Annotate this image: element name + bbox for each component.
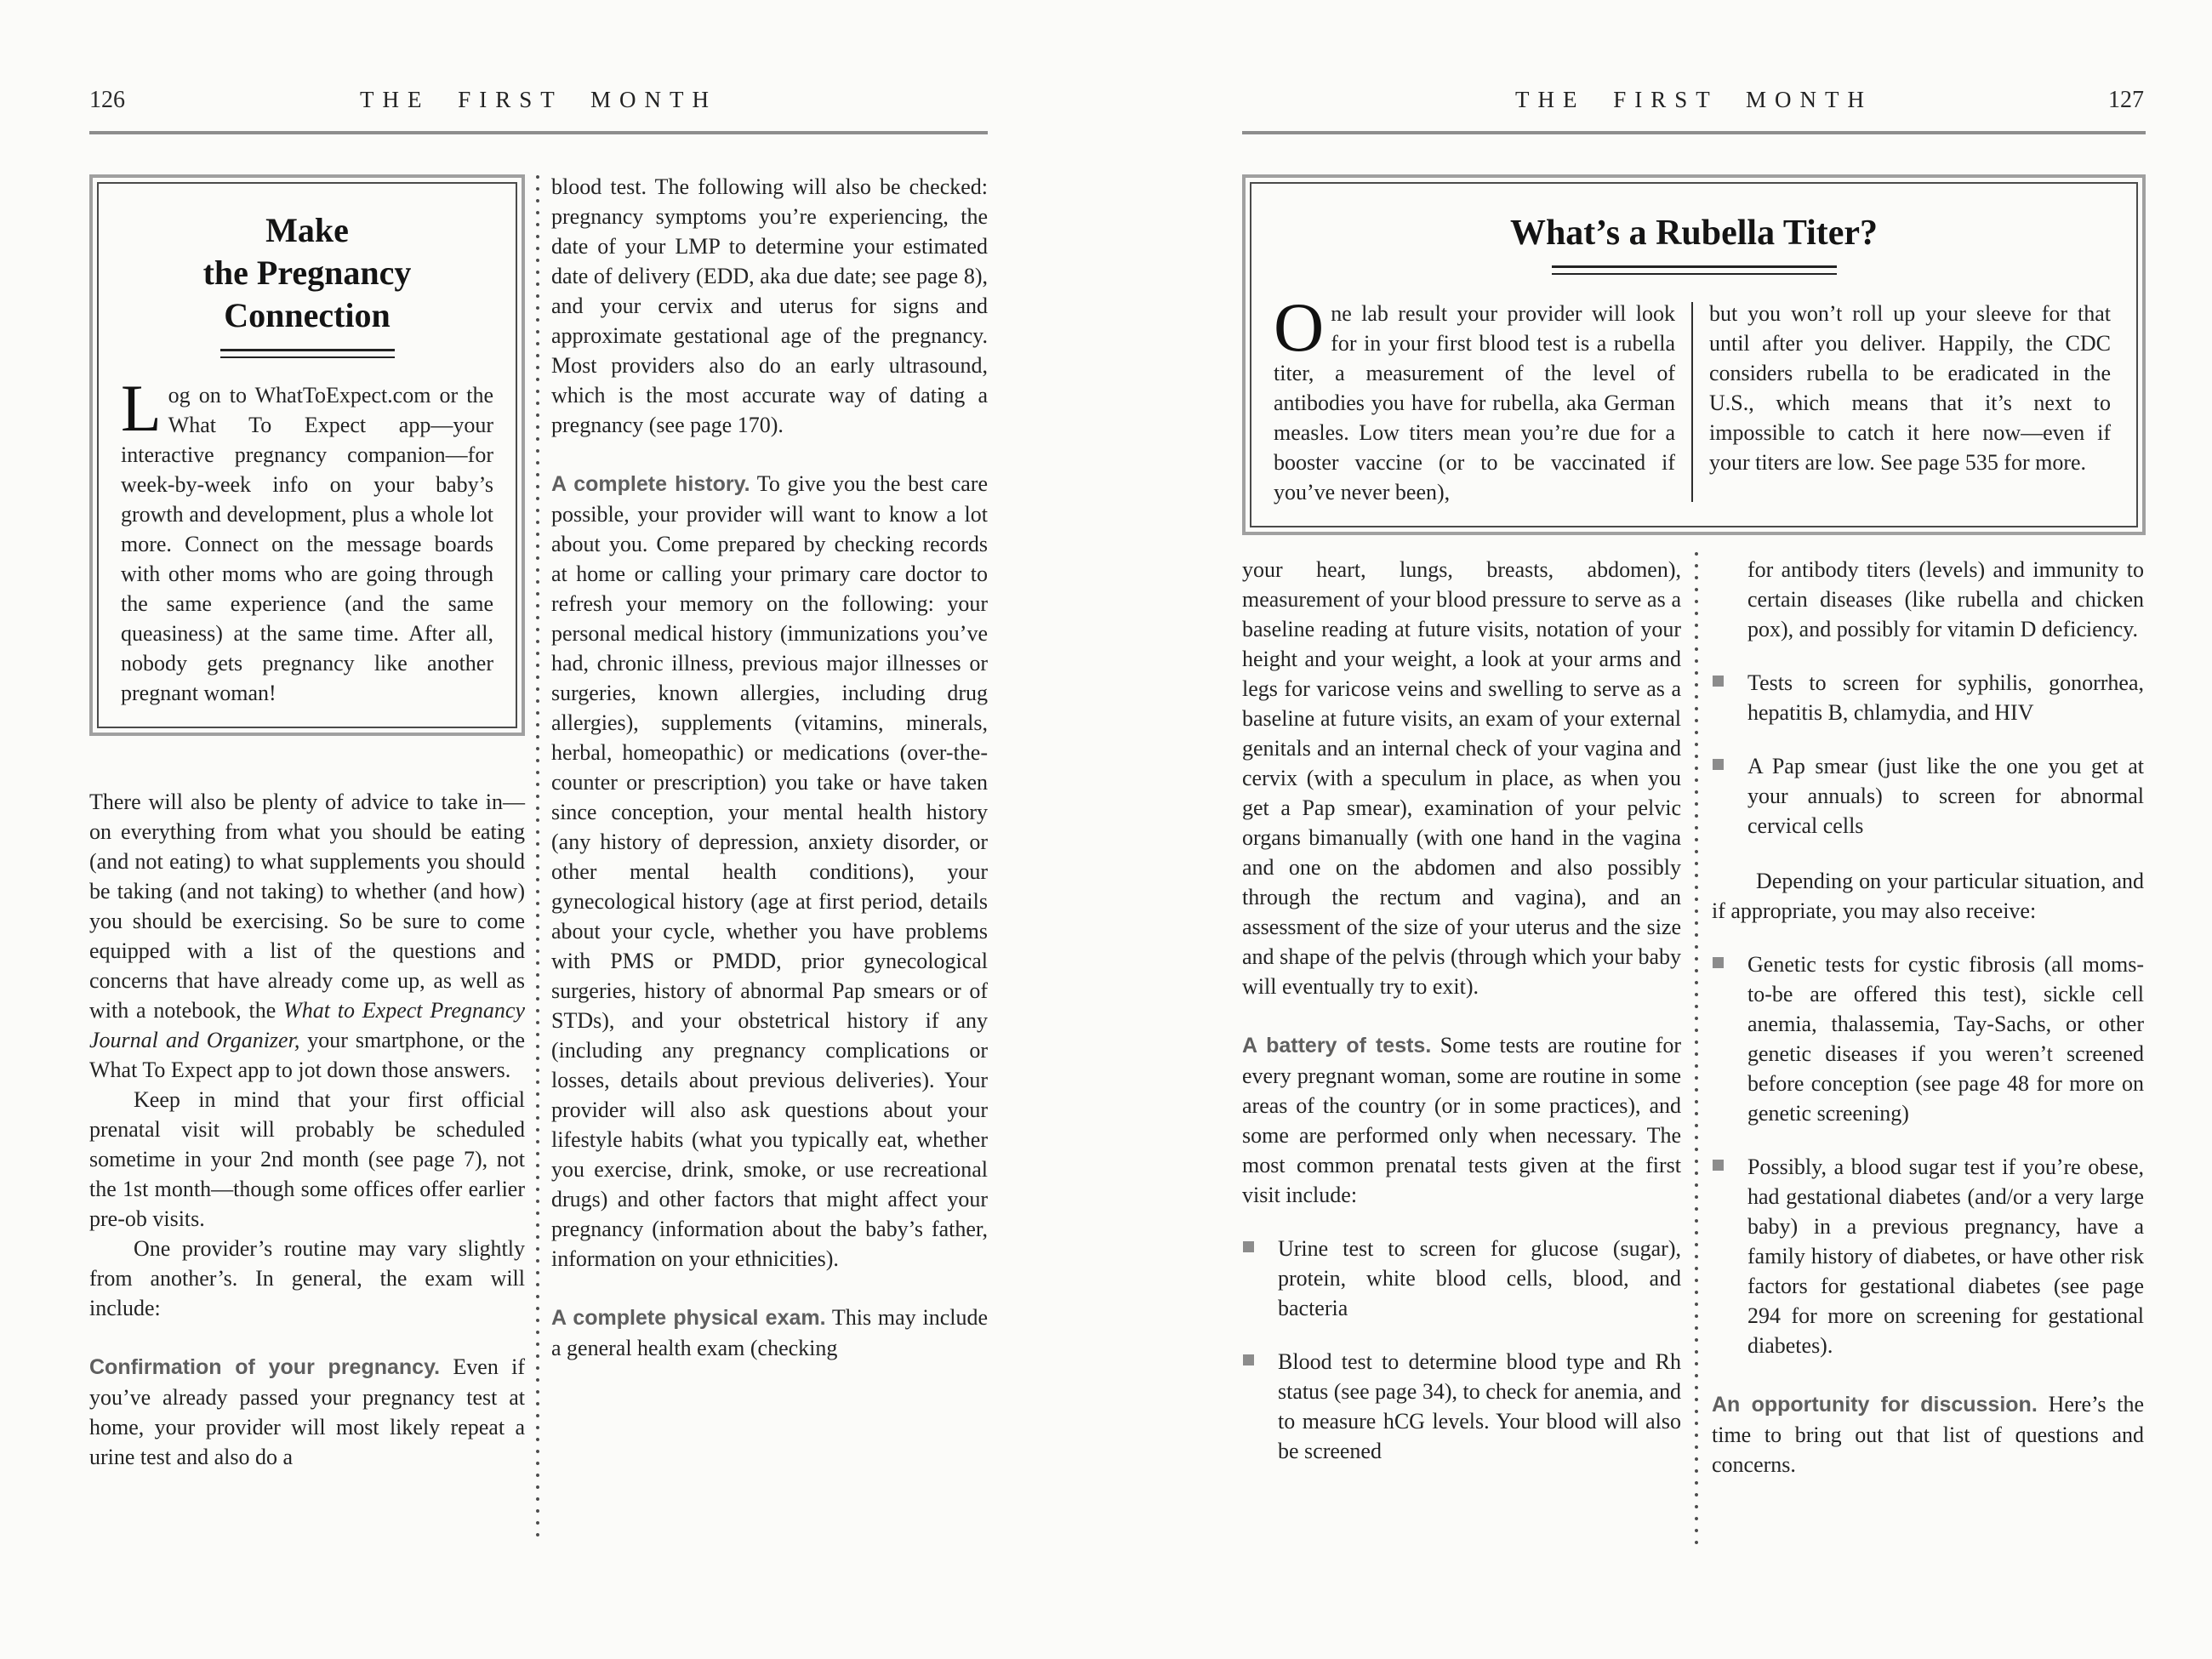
bullet-item	[1712, 668, 2144, 727]
paragraph: Keep in mind that your first official prenatal visit will probably be scheduled sometime in your 2nd month (see page 7), not the 1st month—though some offices offer earlier pre-ob visits.	[89, 1087, 525, 1231]
body-text: This may include a general health exam (checking	[551, 1305, 989, 1360]
box-body-text: ne lab result your provider will look for in your first blood test is a rubella titer, a measurement of the level of antibodies you have for rubella, aka German measles. Low titers mean you’re due for a booster vaccine (or to be vaccinated if you’ve never been),	[1274, 301, 1675, 505]
title-double-rule	[1552, 265, 1837, 275]
box-column-divider	[1691, 302, 1693, 502]
right-page-column-1	[1242, 555, 1681, 1466]
page-127	[1106, 0, 2212, 1659]
book-title-italic: What to Expect Pregnancy Journal and Organizer,	[89, 998, 525, 1052]
bullet-item	[1712, 1152, 2144, 1360]
bullet-text: Genetic tests for cystic fibrosis (all moms-to-be are offered this test), sickle cell anemia, thalassemia, Tay-Sachs, or other genetic diseases if you weren’t screened before conception (see page 48 for more on genetic screening)	[1747, 952, 2144, 1126]
box-body-text: og on to WhatToExpect.com or the What To Expect app—your interactive pregnancy companion—for week-by-week info on your baby’s growth and development, plus a whole lot more. Connect on the message boards with other moms who are going through the same experience (and the same queasiness) at the same time. After all, nobody gets pregnancy like another pregnant woman!	[121, 383, 493, 705]
column-divider-dotted	[536, 174, 539, 1544]
run-in-heading: An opportunity for discussion.	[1712, 1393, 2038, 1417]
run-in-heading: A complete physical exam.	[551, 1306, 826, 1330]
bullet-square-icon	[1243, 1241, 1254, 1252]
paragraph: One provider’s routine may vary slightly from another’s. In general, the exam will include:	[89, 1236, 525, 1320]
box-title-line: Connection	[224, 296, 391, 334]
run-in-heading: A battery of tests.	[1242, 1034, 1432, 1058]
body-text: Here’s the time to bring out that list of questions and concerns.	[1712, 1392, 2144, 1477]
rubella-titer-box	[1242, 174, 2146, 535]
running-head: THE FIRST MONTH	[1514, 87, 1873, 112]
box-inner-border	[1250, 182, 2138, 527]
box-column-1	[1274, 288, 1675, 507]
run-in-heading: A complete history.	[551, 472, 750, 496]
header-rule	[89, 131, 988, 134]
paragraph	[551, 469, 988, 1274]
page-number: 126	[89, 87, 125, 113]
bullet-item	[1242, 1234, 1681, 1323]
title-double-rule	[220, 349, 395, 358]
paragraph	[1242, 1030, 1681, 1210]
left-page-column-2	[551, 172, 988, 1363]
paragraph	[551, 1303, 988, 1363]
paragraph	[89, 1352, 525, 1472]
box-title-line: the Pregnancy	[202, 254, 412, 292]
bullet-continuation: for antibody titers (levels) and immunity to certain diseases (like rubella and chicken pox), and possibly for vitamin D deficiency.	[1747, 557, 2144, 641]
body-text: There will also be plenty of advice to take in—on everything from what you should be eating (and not eating) to what supplements you should be taking (and not taking) to whether (and how) you should be exercising. So be sure to come equipped with a list of the questions and concerns that have already come up, as well as with a notebook, the	[89, 790, 525, 1023]
paragraph	[89, 787, 525, 1085]
bullet-text: Blood test to determine blood type and Rh status (see page 34), to check for anemia, and to measure hCG levels. Your blood will also be screened	[1278, 1349, 1681, 1463]
bullet-square-icon	[1713, 1160, 1724, 1171]
box-body-paragraph	[121, 371, 493, 708]
body-text: Even if you’ve already passed your pregnancy test at home, your provider will most likely repeat a urine test and also do a	[89, 1354, 526, 1469]
column-divider-dotted	[1695, 551, 1698, 1544]
bullet-item	[1712, 949, 2144, 1128]
paragraph: your heart, lungs, breasts, abdomen), measurement of your blood pressure to serve as a baseline reading at future visits, notation of your height and your weight, a look at your arms and legs for varicose veins and swelling to serve as a baseline at future visits, an exam of your external genitals and an internal check of your vagina and cervix (with a speculum in place, as when you get a Pap smear), examination of your pelvic organs bimanually (with one hand in the vagina and one on the abdomen and also possibly through the rectum and vagina), and an assessment of the size of your uterus and the size and shape of the pelvis (through which your baby will eventually try to exit).	[1242, 557, 1681, 999]
drop-cap-O: O	[1274, 288, 1325, 366]
box-title: What’s a Rubella Titer?	[1509, 214, 1878, 253]
right-page-column-2	[1712, 555, 2144, 1479]
box-inner-border	[97, 182, 517, 728]
pregnancy-connection-box	[89, 174, 525, 736]
box-title-line: Make	[265, 211, 349, 249]
running-head: THE FIRST MONTH	[359, 87, 718, 112]
box-columns	[1274, 288, 2114, 507]
bullet-square-icon	[1713, 676, 1724, 687]
bullet-square-icon	[1243, 1354, 1254, 1365]
bullet-square-icon	[1713, 759, 1724, 770]
paragraph: Depending on your particular situation, and if appropriate, you may also receive:	[1712, 869, 2144, 923]
body-text: your smartphone, or the What To Expect app to jot down those answers.	[89, 1028, 525, 1082]
paragraph	[1712, 1389, 2144, 1479]
bullet-text: A Pap smear (just like the one you get at your annuals) to screen for abnormal cervical cells	[1747, 754, 2144, 838]
run-in-heading: Confirmation of your pregnancy.	[89, 1355, 441, 1379]
box-column-2: but you won’t roll up your sleeve for that until after you deliver. Happily, the CDC considers rubella to be eradicated in the U.S., which means that it’s next to impossible to catch it here now—even if your titers are low. See page 535 for more.	[1709, 301, 2111, 475]
body-text: Some tests are routine for every pregnant woman, some are routine in some areas of the country (or in some practices), and some are performed only when necessary. The most common prenatal tests given at the first visit include:	[1242, 1033, 1681, 1207]
bullet-text: Urine test to screen for glucose (sugar), protein, white blood cells, blood, and bacteria	[1278, 1236, 1681, 1320]
header-rule	[1242, 131, 2146, 134]
body-text: To give you the best care possible, your provider will want to know a lot about you. Come prepared by checking records at home or calling your primary care doctor to refresh your memory on the following: your personal medical history (immunizations you’ve had, chronic illness, previous major illnesses or surgeries, known allergies, including drug allergies), supplements (vitamins, minerals, herbal, homeopathic) or medications (over-the-counter or prescription) you take or have taken since conception, your mental health history (any history of depression, anxiety disorder, or other mental health conditions), your gynecological history (age at first period, details about your cycle, whether you have problems with PMS or PMDD, prior gynecological surgeries, history of abnormal Pap smears or of STDs), and your obstetrical history if any (including any pregnancy complications or losses, details about previous deliveries). Your provider will also ask questions about your lifestyle habits (what you typically eat, whether you exercise, drink, smoke, or use recreational drugs) and other factors that might affect your pregnancy (information about the baby’s father, information on your ethnicities).	[551, 471, 988, 1271]
bullet-item	[1242, 1347, 1681, 1466]
bullet-item	[1712, 751, 2144, 841]
box-title	[121, 209, 493, 337]
bullet-text: Possibly, a blood sugar test if you’re obese, had gestational diabetes (and/or a very large baby) in a previous pregnancy, have a family history of diabetes, or have other risk factors for gestational diabetes (see page 294 for more on screening for gestational diabetes).	[1747, 1154, 2144, 1358]
page-number: 127	[2108, 87, 2144, 113]
drop-cap-L: L	[121, 371, 162, 445]
bullet-square-icon	[1713, 957, 1724, 968]
paragraph: blood test. The following will also be checked: pregnancy symptoms you’re experiencing, the date of your LMP to determine your estimated date of delivery (EDD, aka due date; see page 8), and your cervix and uterus for signs and approximate gestational age of the pregnancy. Most providers also do an early ultrasound, which is the most accurate way of dating a pregnancy (see page 170).	[551, 174, 988, 437]
left-page-column-1	[89, 787, 525, 1472]
bullet-text: Tests to screen for syphilis, gonorrhea, hepatitis B, chlamydia, and HIV	[1747, 670, 2144, 725]
